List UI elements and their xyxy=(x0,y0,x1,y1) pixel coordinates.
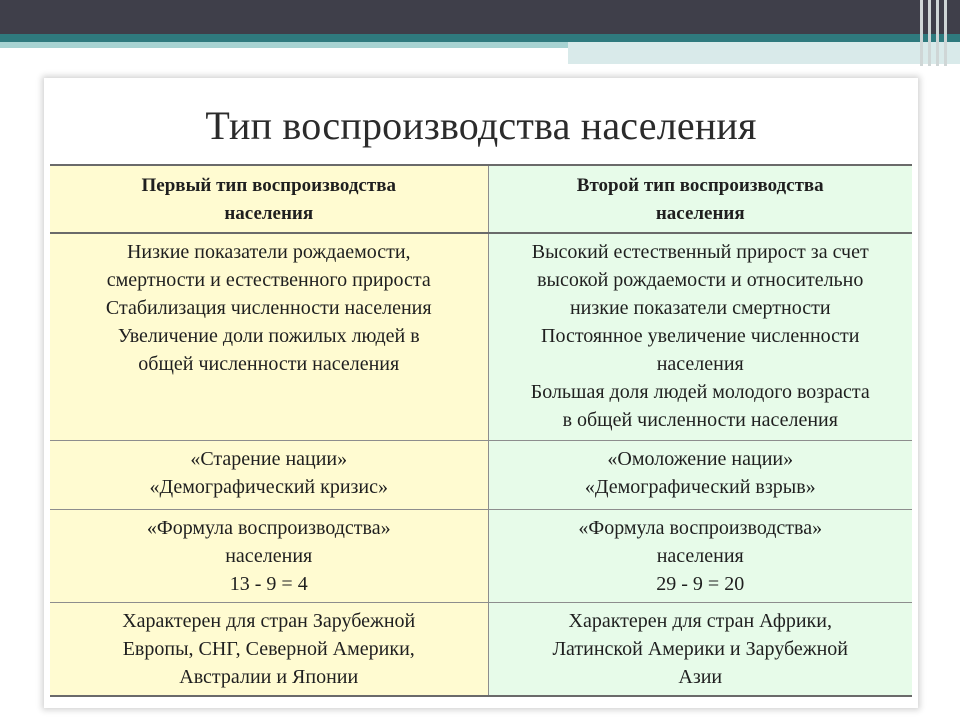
cell-line: 13 - 9 = 4 xyxy=(229,573,308,595)
cell-first-indicators xyxy=(50,233,488,441)
cell-line: Австралии и Японии xyxy=(179,666,359,688)
cell-line: «Формула воспроизводства» xyxy=(146,517,391,539)
cell-second-indicators xyxy=(488,233,912,441)
comparison-table xyxy=(50,164,912,697)
slide-corner-block xyxy=(568,42,960,64)
cell-line: населения xyxy=(656,353,744,375)
slide-top-bar xyxy=(0,0,960,34)
cell-line: общей численности населения xyxy=(138,353,400,375)
decorative-lines xyxy=(916,0,956,66)
cell-second-regions xyxy=(488,603,912,697)
cell-line: Большая доля людей молодого возраста xyxy=(530,381,870,403)
cell-line: в общей численности населения xyxy=(562,409,838,431)
cell-line: населения xyxy=(225,545,313,567)
header-second-line-2: населения xyxy=(655,203,745,224)
cell-first-formula xyxy=(50,510,488,603)
header-first-type xyxy=(50,165,488,233)
header-first-line-2: населения xyxy=(224,203,314,224)
cell-line: Низкие показатели рождаемости, xyxy=(126,241,411,263)
cell-line: низкие показатели смертности xyxy=(569,297,831,319)
cell-line: «Омоложение нации» xyxy=(607,448,794,470)
cell-line: Латинской Америки и Зарубежной xyxy=(552,638,849,660)
slide-teal-band xyxy=(0,34,960,42)
cell-line: Высокий естественный прирост за счет xyxy=(531,241,869,263)
slide-light-band xyxy=(0,42,568,48)
cell-line: «Демографический взрыв» xyxy=(584,476,816,498)
cell-second-formula xyxy=(488,510,912,603)
cell-line: Характерен для стран Зарубежной xyxy=(122,610,416,632)
header-second-line-1: Второй тип воспроизводства xyxy=(576,175,824,196)
table-row xyxy=(50,510,912,603)
header-first-line-1: Первый тип воспроизводства xyxy=(141,175,396,196)
cell-line: населения xyxy=(656,545,744,567)
cell-line: 29 - 9 = 20 xyxy=(656,573,745,595)
cell-line: «Старение нации» xyxy=(190,448,348,470)
cell-line: Азии xyxy=(678,666,723,688)
content-card xyxy=(44,78,918,708)
page-title: Тип воспроизводства населения xyxy=(205,103,757,148)
cell-line: Европы, СНГ, Северной Америки, xyxy=(122,638,415,660)
cell-line: Постоянное увеличение численности xyxy=(541,325,860,347)
table-header-row xyxy=(50,165,912,233)
cell-line: смертности и естественного прироста xyxy=(106,269,431,291)
cell-line: Увеличение доли пожилых людей в xyxy=(117,325,420,347)
cell-first-regions xyxy=(50,603,488,697)
cell-second-nickname xyxy=(488,441,912,510)
cell-line: Стабилизация численности населения xyxy=(105,297,432,319)
table-row xyxy=(50,603,912,697)
cell-line: «Формула воспроизводства» xyxy=(578,517,823,539)
cell-line: Характерен для стран Африки, xyxy=(568,610,832,632)
table-row xyxy=(50,233,912,441)
cell-first-nickname xyxy=(50,441,488,510)
header-second-type xyxy=(488,165,912,233)
cell-line: «Демографический кризис» xyxy=(149,476,388,498)
cell-line: высокой рождаемости и относительно xyxy=(537,269,864,291)
table-row xyxy=(50,441,912,510)
